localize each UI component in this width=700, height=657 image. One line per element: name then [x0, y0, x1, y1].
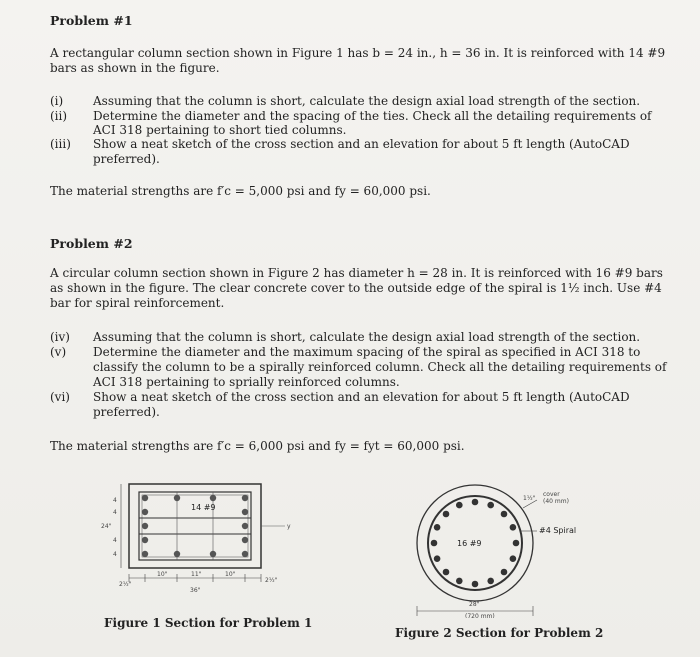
- problem2-item-text: preferred).: [93, 405, 160, 419]
- problem2-item-text: ACI 318 pertaining to sprially reinforced columns.: [93, 375, 400, 389]
- width-label: 24": [101, 523, 112, 530]
- problem2-title: Problem #2: [50, 236, 133, 251]
- figure1-bars-label: 14 #9: [191, 503, 216, 512]
- spiral-label: #4 Spiral: [539, 526, 577, 535]
- rebar: [434, 524, 441, 531]
- problem2-item-num: (vi): [50, 390, 70, 404]
- column-outline: [129, 484, 261, 568]
- cover-left-label: 2½": [119, 581, 132, 588]
- rebar: [431, 540, 438, 547]
- svg-text:4: 4: [113, 551, 117, 558]
- problem2-item-text: Determine the diameter and the maximum spacing of the spiral as specified in ACI 318 to: [93, 345, 641, 359]
- figure1-rect-section: [95, 478, 300, 603]
- cover-label: 1½": [523, 495, 536, 502]
- problem1-intro-line2: bars as shown in the figure.: [50, 61, 220, 75]
- problem2-materials: The material strengths are f′c = 6,000 psi and fy = fyt = 60,000 psi.: [50, 439, 465, 453]
- rebar: [501, 511, 508, 518]
- rebar: [472, 499, 479, 506]
- rebar: [510, 555, 517, 562]
- rebar: [456, 578, 463, 585]
- problem2-intro-line: A circular column section shown in Figure 2 has diameter h = 28 in. It is reinforced with 16 #9 bars: [50, 266, 663, 280]
- figure1-caption: Figure 1 Section for Problem 1: [104, 616, 313, 630]
- cover-word: cover: [543, 491, 560, 498]
- problem1-item-text: Assuming that the column is short, calculate the design axial load strength of the section.: [93, 94, 641, 108]
- cover-metric: (40 mm): [543, 498, 569, 505]
- cover-right-label: 2½": [265, 577, 278, 584]
- diameter-metric: (720 mm): [465, 613, 495, 618]
- problem2-intro-line: bar for spiral reinforcement.: [50, 296, 225, 310]
- spacing-label: 10": [157, 571, 168, 578]
- rebar: [510, 524, 517, 531]
- problem1-materials: The material strengths are f′c = 5,000 psi and fy = 60,000 psi.: [50, 184, 431, 198]
- svg-text:4: 4: [113, 509, 117, 516]
- svg-text:4: 4: [113, 497, 117, 504]
- depth-label: 36": [190, 587, 201, 594]
- spacing-label: 10": [225, 571, 236, 578]
- rebar: [443, 569, 450, 576]
- rebar: [501, 569, 508, 576]
- problem2-item-text: Show a neat sketch of the cross section and an elevation for about 5 ft length (AutoCAD: [93, 390, 630, 404]
- problem2-intro-line: as shown in the figure. The clear concrete cover to the outside edge of the spiral is 1½ inch. Use #4: [50, 281, 662, 295]
- diameter-label: 28": [469, 601, 480, 608]
- rebar: [487, 502, 494, 509]
- problem2-item-num: (v): [50, 345, 67, 359]
- rebar: [472, 581, 479, 588]
- rebar: [456, 502, 463, 509]
- problem2-item-text: classify the column to be a spirally reinforced column. Check all the detailing requirements of: [93, 360, 667, 374]
- problem1-item-text: preferred).: [93, 152, 160, 166]
- spacing-label: 11": [191, 571, 202, 578]
- problem1-item-text: ACI 318 pertaining to short tied columns.: [93, 123, 347, 137]
- problem1-intro-line1: A rectangular column section shown in Figure 1 has b = 24 in., h = 36 in. It is reinforced with 14 #9: [50, 46, 666, 60]
- problem2-item-text: Assuming that the column is short, calculate the design axial load strength of the section.: [93, 330, 641, 344]
- rebar: [487, 578, 494, 585]
- problem1-item-num: (i): [50, 94, 64, 108]
- problem1-item-num: (ii): [50, 109, 68, 123]
- problem1-title: Problem #1: [50, 13, 133, 28]
- rebar: [513, 540, 520, 547]
- figure2-circular-section: [395, 478, 620, 618]
- figure2-caption: Figure 2 Section for Problem 2: [395, 626, 604, 640]
- svg-text:4: 4: [113, 537, 117, 544]
- problem1-item-text: Show a neat sketch of the cross section and an elevation for about 5 ft length (AutoCAD: [93, 137, 630, 151]
- axis-label: y: [287, 523, 291, 530]
- rebar: [434, 555, 441, 562]
- problem1-item-num: (iii): [50, 137, 71, 151]
- problem1-item-text: Determine the diameter and the spacing of the ties. Check all the detailing requirements of: [93, 109, 652, 123]
- problem2-item-num: (iv): [50, 330, 70, 344]
- rebar: [443, 511, 450, 518]
- figure2-bars-label: 16 #9: [457, 539, 482, 548]
